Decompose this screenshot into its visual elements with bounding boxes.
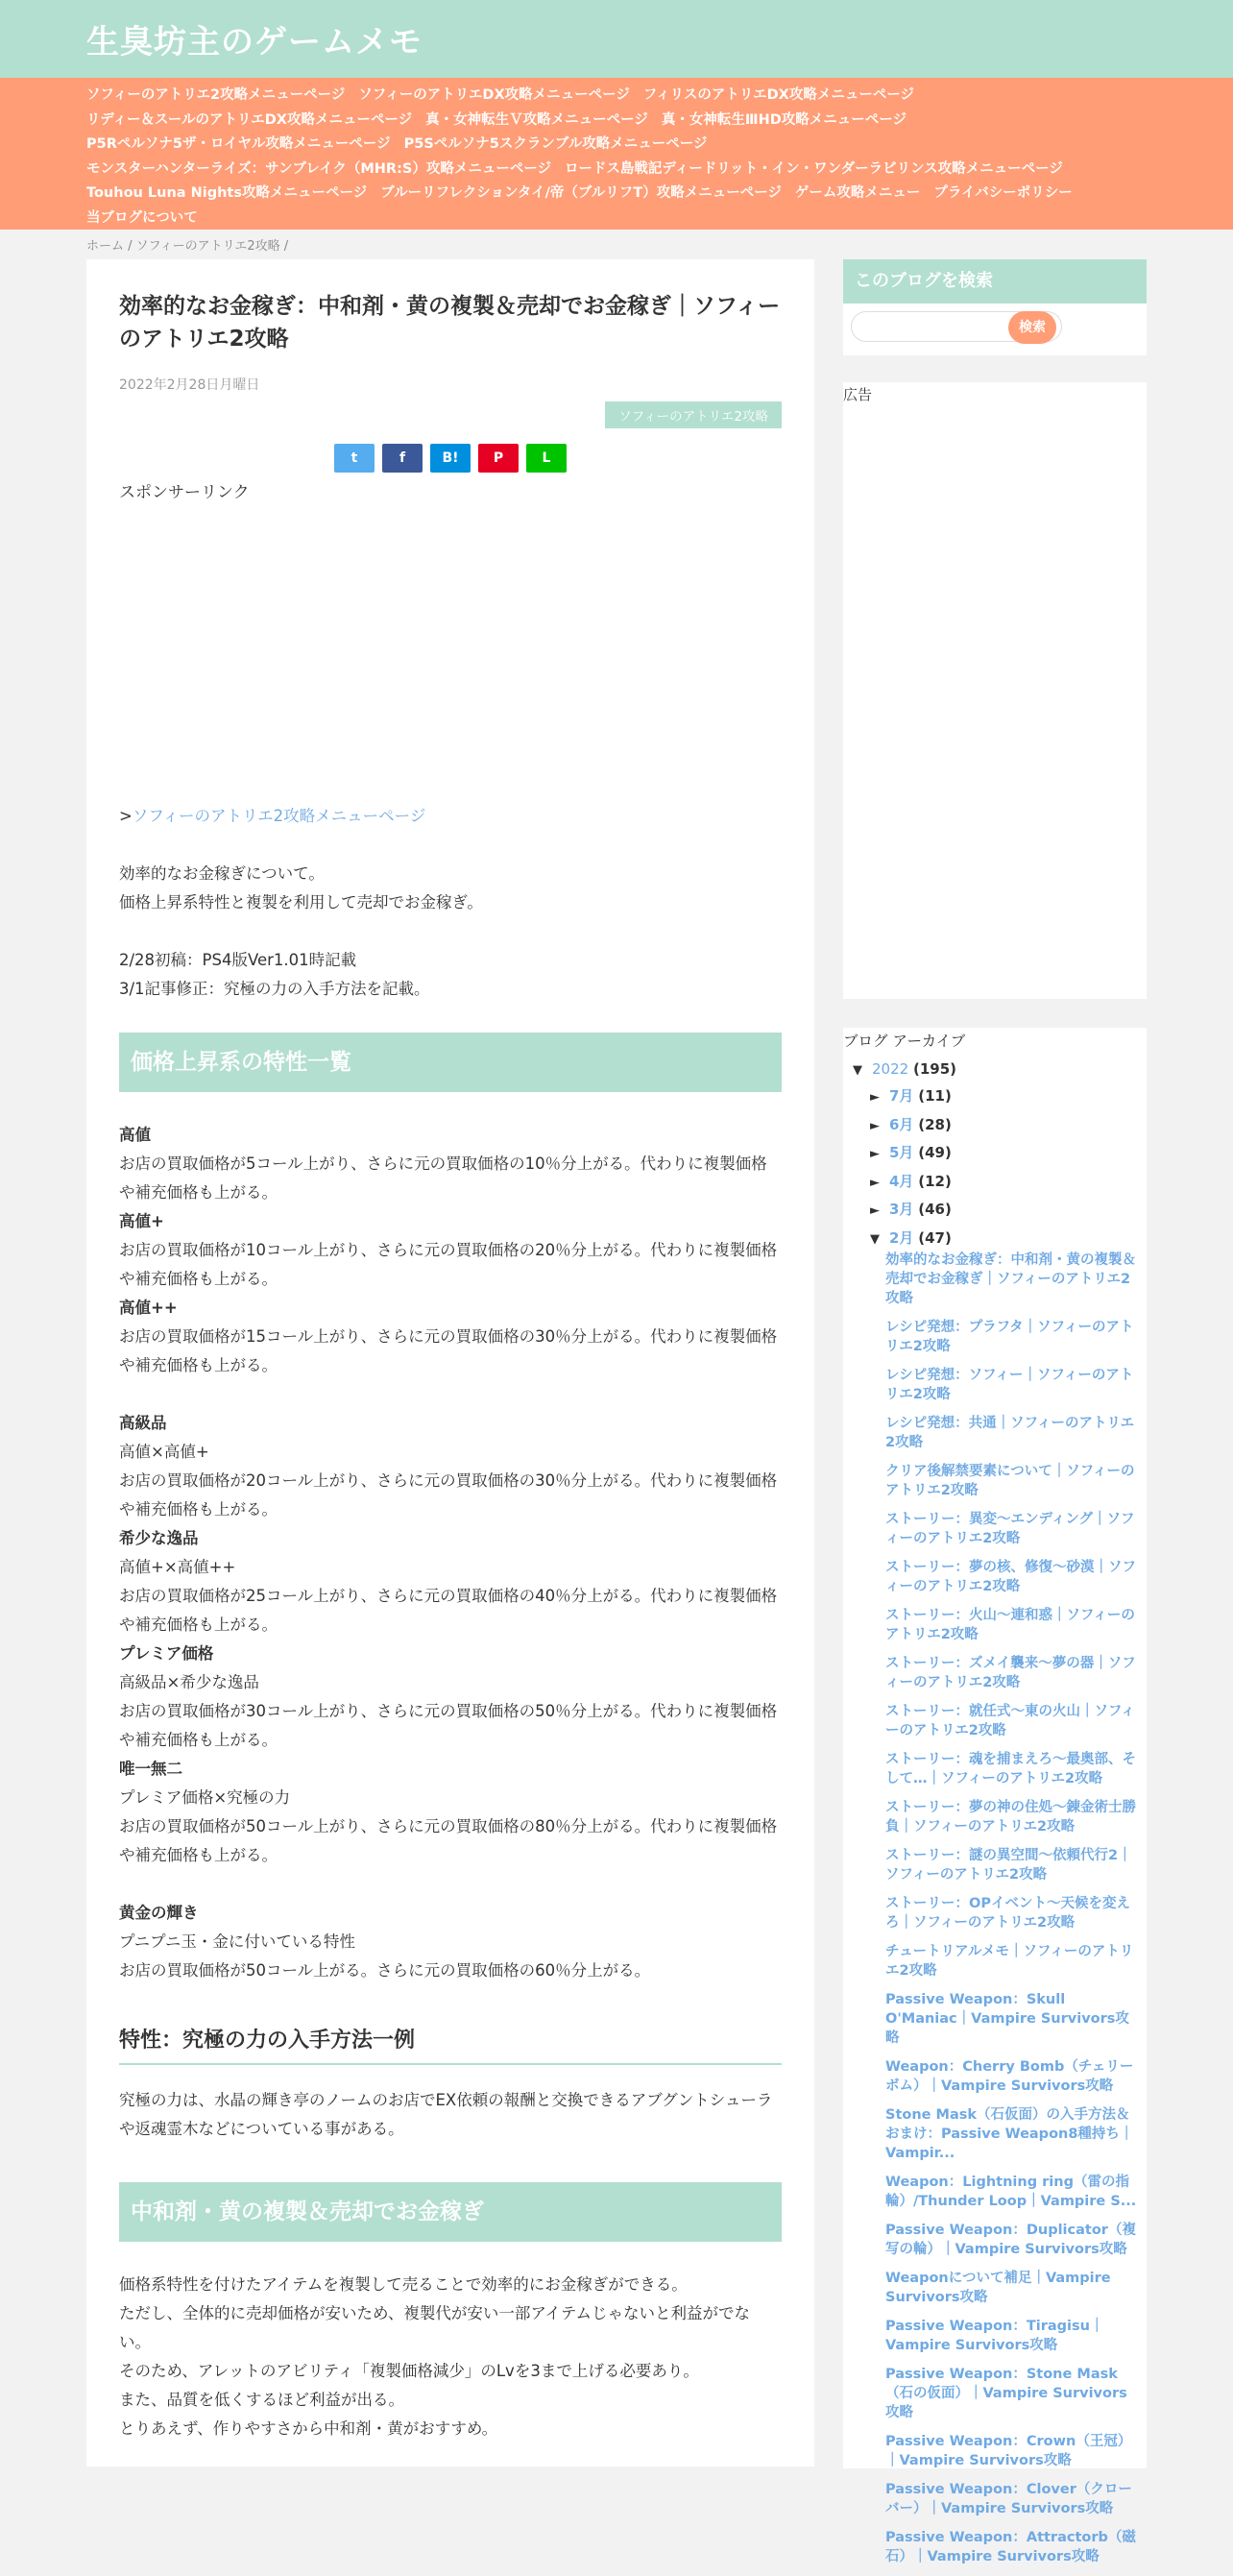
note-line: 3/1記事修正：究極の力の入手方法を記載。 — [119, 980, 430, 998]
triangle-right-icon[interactable]: ► — [870, 1175, 880, 1190]
nav-item[interactable]: プライバシーポリシー — [933, 185, 1073, 201]
archive-post-link[interactable]: ストーリー：謎の異空間～依頼代行2｜ソフィーのアトリエ2攻略 — [885, 1848, 1132, 1883]
archive-post-link[interactable]: ストーリー：火山～連和惑｜ソフィーのアトリエ2攻略 — [885, 1608, 1135, 1642]
trait-name: 黄金の輝き — [119, 1904, 199, 1922]
archive-year[interactable] — [853, 1060, 956, 1078]
archive-month-count: (11) — [918, 1087, 952, 1105]
intro-line: 価格上昇系特性と複製を利用して売却でお金稼ぎ。 — [119, 893, 483, 911]
archive-month[interactable] — [870, 1085, 952, 1106]
trait-desc: お店の買取価格が15コール上がり、さらに元の買取価格の30％分上がる。代わりに複製価格や補充価格も上がる。 — [119, 1327, 778, 1374]
triangle-right-icon[interactable]: ► — [870, 1118, 880, 1133]
article — [119, 259, 782, 2443]
nav-item[interactable]: ゲーム攻略メニュー — [794, 185, 921, 201]
intro-line: 効率的なお金稼ぎについて。 — [119, 864, 325, 883]
archive-post-link[interactable]: ストーリー：魂を捕まえろ～最奥部、そして…｜ソフィーのアトリエ2攻略 — [885, 1752, 1136, 1786]
archive-post-link[interactable]: チュートリアルメモ｜ソフィーのアトリエ2攻略 — [885, 1944, 1134, 1979]
archive-month-link[interactable]: 6月 — [889, 1115, 914, 1133]
archive-month[interactable] — [870, 1199, 952, 1219]
trait-list — [119, 1121, 782, 1985]
trait-name: 高級品 — [119, 1414, 167, 1432]
nav-item[interactable]: ソフィーのアトリエ2攻略メニューページ — [86, 87, 346, 103]
menu-prefix: > — [119, 807, 133, 825]
archive-post-link[interactable]: ストーリー：就任式～東の火山｜ソフィーのアトリエ2攻略 — [885, 1704, 1135, 1738]
search-widget-title: このブログを検索 — [843, 259, 1147, 304]
triangle-down-icon[interactable]: ▼ — [870, 1231, 880, 1247]
section-heading: 特性：究極の力の入手方法一例 — [119, 2024, 782, 2065]
nav-item[interactable]: 真・女神転生ⅢHD攻略メニューページ — [661, 111, 907, 128]
archive-post-link[interactable]: レシピ発想：プラフタ｜ソフィーのアトリエ2攻略 — [885, 1320, 1134, 1354]
archive-post-link[interactable]: Passive Weapon：Tiragisu｜Vampire Survivors攻略 — [885, 2319, 1104, 2353]
archive-post-link[interactable]: Passive Weapon：Clover（クローバー）｜Vampire Survivors攻略 — [885, 2482, 1132, 2516]
share-button[interactable]: t — [334, 444, 375, 473]
trait-recipe: 高値+×高値++ — [119, 1558, 236, 1576]
archive-post-link[interactable]: Passive Weapon：Crown（王冠）｜Vampire Survivors攻略 — [885, 2434, 1132, 2468]
trait-desc: お店の買取価格が10コール上がり、さらに元の買取価格の20％分上がる。代わりに複製価格や補充価格も上がる。 — [119, 1241, 778, 1288]
archive-year-count: (195) — [912, 1060, 956, 1078]
archive-post-link[interactable]: Passive Weapon：Skull O'Maniac｜Vampire Survivors攻略 — [885, 1992, 1129, 2046]
section-heading: 価格上昇系の特性一覧 — [119, 1033, 782, 1092]
nav-item[interactable]: 当ブログについて — [86, 209, 198, 226]
trait-recipe: 高級品×希少な逸品 — [119, 1673, 259, 1691]
ad-label: 広告 — [843, 386, 873, 403]
trait-recipe: プレミア価格×究極の力 — [119, 1788, 291, 1807]
trait-name: 高値++ — [119, 1299, 178, 1317]
archive-post-link[interactable]: Passive Weapon：Stone Mask（石の仮面）｜Vampire Survivors攻略 — [885, 2367, 1127, 2420]
archive-post-link[interactable]: Passive Weapon：Duplicator（複写の輪）｜Vampire Survivors攻略 — [885, 2223, 1136, 2257]
post-title: 効率的なお金稼ぎ：中和剤・黄の複製＆売却でお金稼ぎ｜ソフィーのアトリエ2攻略 — [119, 294, 781, 352]
trait-desc: お店の買取価格が50コール上がり、さらに元の買取価格の80％分上がる。代わりに複製価格や補充価格も上がる。 — [119, 1817, 778, 1864]
archive-month-link[interactable]: 2月 — [889, 1228, 914, 1247]
archive-month-count: (47) — [918, 1228, 952, 1247]
trait-name: 高値+ — [119, 1212, 164, 1230]
archive-month-count: (46) — [918, 1201, 952, 1218]
trait-recipe: 高値×高値+ — [119, 1443, 209, 1461]
note-line: 2/28初稿：PS4版Ver1.01時記載 — [119, 951, 357, 969]
triangle-right-icon[interactable]: ► — [870, 1203, 880, 1218]
section-heading: 中和剤・黄の複製＆売却でお金稼ぎ — [119, 2182, 782, 2242]
trait-recipe: プニプニ玉・金に付いている特性 — [119, 1932, 355, 1951]
share-button[interactable]: B! — [430, 444, 471, 473]
nav-item[interactable]: P5Rペルソナ5ザ・ロイヤル攻略メニューページ — [86, 136, 391, 152]
archive-month-link[interactable]: 4月 — [889, 1172, 914, 1190]
section-line: ただし、全体的に売却価格が安いため、複製代が安い一部アイテムじゃないと利益がでない。 — [119, 2304, 751, 2351]
post-date: 2022年2月28日月曜日 — [119, 377, 260, 393]
trait-name: 希少な逸品 — [119, 1529, 199, 1547]
archive-month-link[interactable]: 7月 — [889, 1087, 914, 1105]
archive-month[interactable] — [870, 1142, 952, 1162]
section-line: とりあえず、作りやすさから中和剤・黄がおすすめ。 — [119, 2419, 498, 2438]
triangle-down-icon[interactable]: ▼ — [853, 1063, 862, 1078]
archive-post-link[interactable]: ストーリー：OPイベント～天候を変えろ｜ソフィーのアトリエ2攻略 — [885, 1896, 1130, 1931]
ad-widget — [843, 382, 1147, 999]
trait-desc: お店の買取価格が50コール上がる。さらに元の買取価格の60％分上がる。 — [119, 1961, 651, 1980]
share-button[interactable]: L — [526, 444, 567, 473]
archive-post-link[interactable]: Stone Mask（石仮面）の入手方法＆おまけ：Passive Weapon8種持ち｜Vampir... — [885, 2107, 1134, 2161]
main-content — [86, 259, 814, 2467]
archive-post-link[interactable]: Weaponについて補足｜Vampire Survivors攻略 — [885, 2271, 1111, 2305]
trait-desc: お店の買取価格が25コール上がり、さらに元の買取価格の40％分上がる。代わりに複製価格や補充価格も上がる。 — [119, 1587, 778, 1634]
archive-month-count: (28) — [918, 1115, 952, 1133]
archive-post-list — [885, 1251, 1137, 2576]
section-line: 価格系特性を付けたアイテムを複製して売ることで効率的にお金稼ぎができる。 — [119, 2275, 688, 2294]
site-title[interactable]: 生臭坊主のゲームメモ — [86, 23, 423, 61]
trait-desc: お店の買取価格が5コール上がり、さらに元の買取価格の10％分上がる。代わりに複製価格や補充価格も上がる。 — [119, 1154, 767, 1202]
archive-post-link[interactable]: ストーリー：異変～エンディング｜ソフィーのアトリエ2攻略 — [885, 1512, 1135, 1546]
trait-desc: お店の買取価格が30コール上がり、さらに元の買取価格の50％分上がる。代わりに複製価格や補充価格も上がる。 — [119, 1702, 778, 1749]
sponsor-label: スポンサーリンク — [119, 483, 250, 502]
archive-month-link[interactable]: 5月 — [889, 1144, 914, 1161]
archive-post-link[interactable]: Passive Weapon：Attractorb（磁石）｜Vampire Survivors攻略 — [885, 2530, 1136, 2564]
nav-item[interactable]: P5Sペルソナ5スクランブル攻略メニューページ — [403, 136, 708, 152]
triangle-right-icon[interactable]: ► — [870, 1147, 880, 1161]
archive-post-link[interactable]: レシピ発想：ソフィー｜ソフィーのアトリエ2攻略 — [885, 1368, 1134, 1402]
archive-post-link[interactable]: Weapon：Lightning ring（雷の指輪）/Thunder Loop｜Vampire S... — [885, 2175, 1137, 2209]
section-line: そのため、アレットのアビリティ「複製価格減少」のLvを3まで上げる必要あり。 — [119, 2362, 699, 2380]
archive-month-count: (12) — [918, 1172, 952, 1190]
menu-link[interactable]: ソフィーのアトリエ2攻略メニューページ — [132, 807, 426, 825]
trait-desc: お店の買取価格が20コール上がり、さらに元の買取価格の30％分上がる。代わりに複製価格や補充価格も上がる。 — [119, 1471, 778, 1519]
archive-month[interactable] — [870, 1114, 952, 1134]
share-button[interactable]: P — [478, 444, 519, 473]
nav-item[interactable]: ソフィーのアトリエDX攻略メニューページ — [358, 87, 630, 103]
breadcrumb[interactable]: ホーム / ソフィーのアトリエ2攻略 / — [86, 239, 289, 254]
trait-name: 唯一無二 — [119, 1760, 182, 1778]
post-label[interactable]: ソフィーのアトリエ2攻略 — [605, 401, 782, 428]
trait-name: プレミア価格 — [119, 1644, 214, 1663]
archive-post-link[interactable]: ストーリー：夢の神の住処～錬金術士勝負｜ソフィーのアトリエ2攻略 — [885, 1800, 1136, 1835]
nav-item[interactable]: ブルーリフレクションタイ/帝（ブルリフT）攻略メニューページ — [380, 185, 782, 201]
share-buttons — [119, 444, 782, 473]
nav-item[interactable]: リディー＆スールのアトリエDX攻略メニューページ — [86, 111, 413, 128]
archive-post-link[interactable]: Weapon：Cherry Bomb（チェリーボム）｜Vampire Survivors攻略 — [885, 2059, 1134, 2094]
search-button[interactable]: 検索 — [1008, 311, 1056, 344]
archive-year-link[interactable]: 2022 — [872, 1060, 909, 1078]
triangle-right-icon[interactable]: ► — [870, 1090, 880, 1105]
search-widget — [843, 259, 1147, 355]
nav-bar — [0, 78, 1233, 230]
nav-item[interactable]: Touhou Luna Nights攻略メニューページ — [86, 185, 368, 201]
nav-menu — [86, 84, 1162, 231]
section-line: また、品質を低くするほど利益が出る。 — [119, 2391, 404, 2409]
share-button[interactable]: f — [382, 444, 423, 473]
archive-widget — [843, 1028, 1147, 2564]
nav-item[interactable]: ロードス島戦記ディードリット・イン・ワンダーラビリンス攻略メニューページ — [565, 160, 1063, 177]
archive-post-link[interactable]: レシピ発想：共通｜ソフィーのアトリエ2攻略 — [885, 1416, 1135, 1450]
ad-area — [119, 502, 782, 802]
nav-item[interactable]: モンスターハンターライズ：サンブレイク（MHR:S）攻略メニューページ — [86, 160, 552, 177]
archive-post-link[interactable]: クリア後解禁要素について｜ソフィーのアトリエ2攻略 — [885, 1464, 1135, 1498]
archive-month-count: (49) — [918, 1144, 952, 1161]
archive-title: ブログ アーカイブ — [843, 1033, 966, 1050]
archive-month[interactable] — [870, 1171, 952, 1191]
archive-month[interactable] — [870, 1227, 952, 1248]
archive-post-link[interactable]: ストーリー：夢の核、修復～砂漠｜ソフィーのアトリエ2攻略 — [885, 1560, 1136, 1594]
archive-post-link[interactable]: 効率的なお金稼ぎ：中和剤・黄の複製＆売却でお金稼ぎ｜ソフィーのアトリエ2攻略 — [885, 1252, 1136, 1306]
section-text: 究極の力は、水晶の輝き亭のノームのお店でEX依頼の報酬と交換できるアブグントシューラや返魂霊木などについている事がある。 — [119, 2091, 773, 2138]
nav-item[interactable]: フィリスのアトリエDX攻略メニューページ — [642, 87, 915, 103]
trait-name: 高値 — [119, 1126, 151, 1144]
archive-post-link[interactable]: ストーリー：ズメイ襲来～夢の器｜ソフィーのアトリエ2攻略 — [885, 1656, 1136, 1690]
archive-month-link[interactable]: 3月 — [889, 1201, 914, 1218]
nav-item[interactable]: 真・女神転生Ｖ攻略メニューページ — [425, 111, 648, 128]
